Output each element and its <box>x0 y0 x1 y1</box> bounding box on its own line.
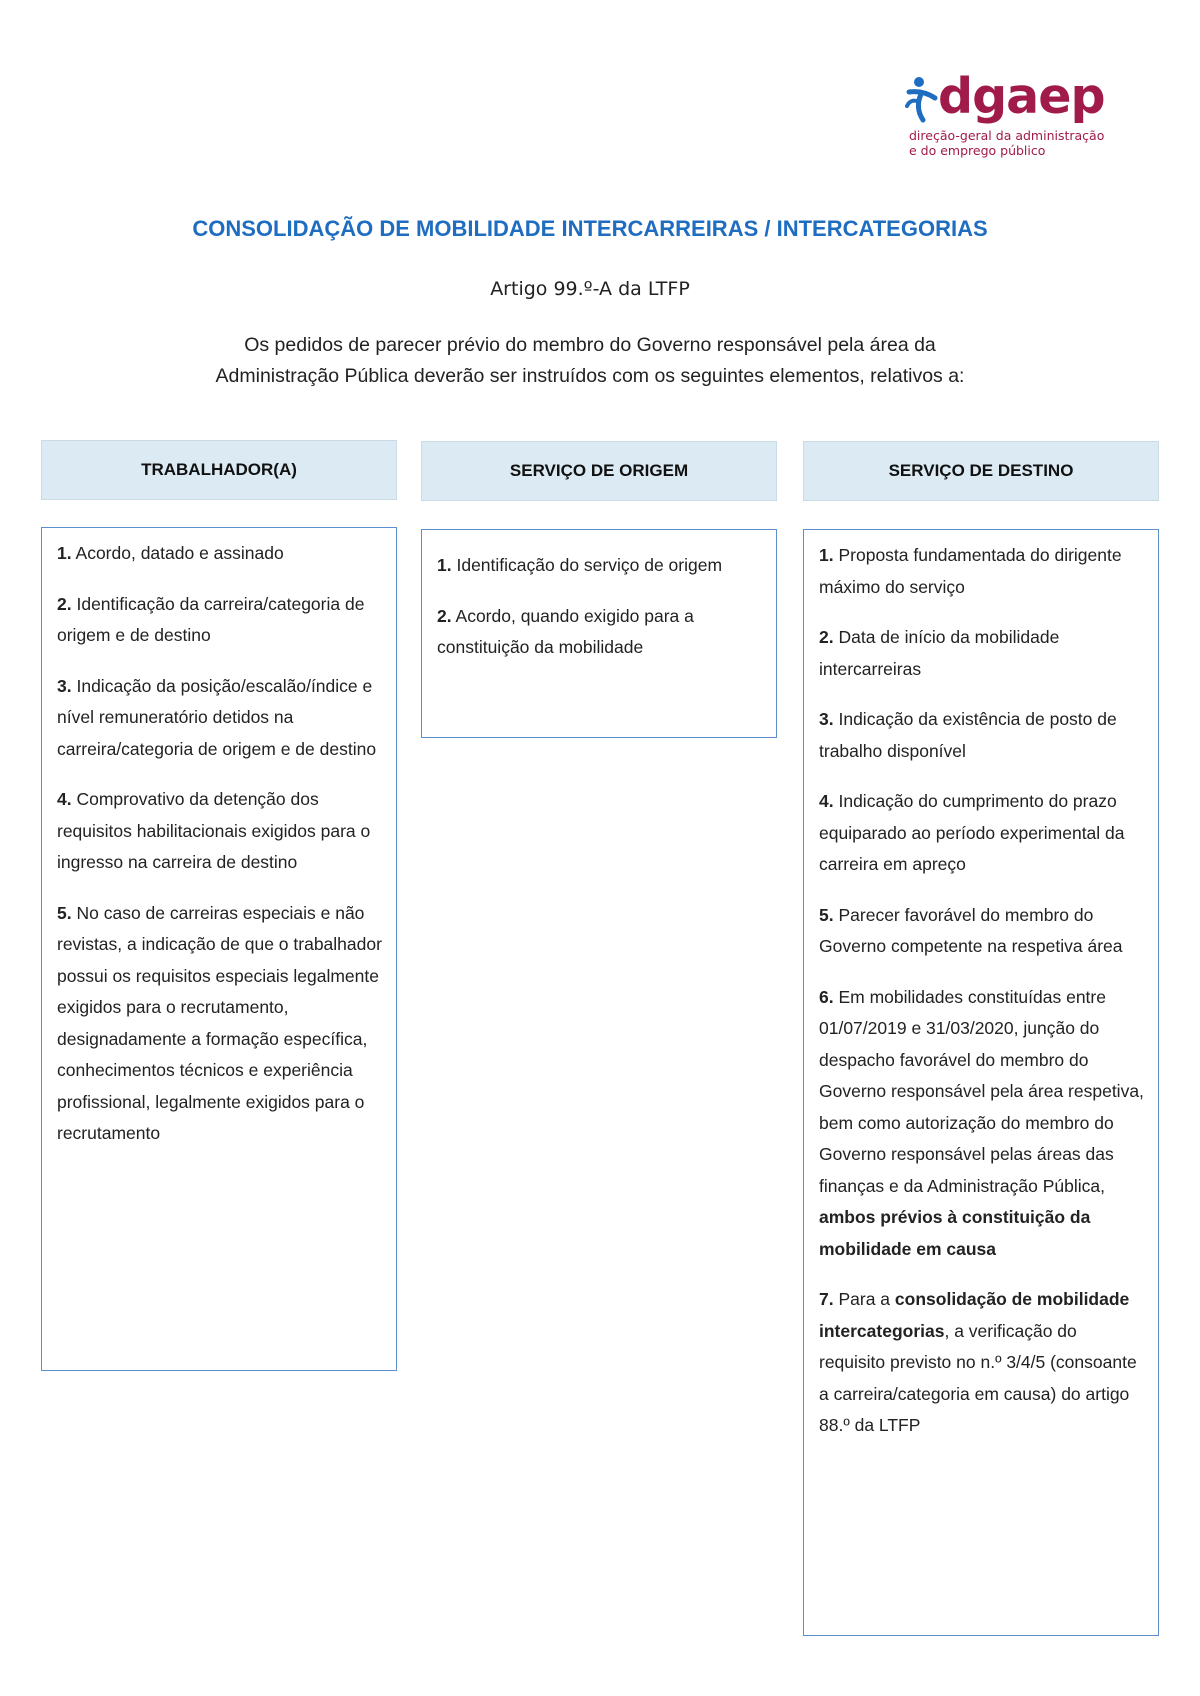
list-item: 3. Indicação da existência de posto de trabalho disponível <box>819 709 1117 761</box>
logo-tagline-line2: e do emprego público <box>909 143 1046 158</box>
logo-tagline <box>909 128 1129 158</box>
list-item: 3. Indicação da posição/escalão/índice e nível remuneratório detidos na carreira/categoria de origem e de destino <box>57 675 377 759</box>
logo-wordmark: dgaep <box>938 68 1105 125</box>
document-title: CONSOLIDAÇÃO DE MOBILIDADE INTERCARREIRAS / INTERCATEGORIAS <box>192 216 988 241</box>
list-item: 5. No caso de carreiras especiais e não revistas, a indicação de que o trabalhador possui os requisitos especiais legalmente exigidos para o recrutamento, designadamente a formação específica, conhecimentos técnicos e experiência profissional, legalmente exigidos para o recrutamento <box>57 902 382 1143</box>
document-subtitle: Artigo 99.º-A da LTFP <box>490 278 690 300</box>
column-header-trabalhador: TRABALHADOR(A) <box>41 440 397 500</box>
list-item: 2. Data de início da mobilidade intercarreiras <box>819 627 1060 679</box>
column-box-servico-origem <box>421 529 777 738</box>
list-item: 4. Indicação do cumprimento do prazo equiparado ao período experimental da carreira em apreço <box>819 791 1125 874</box>
list-item: 1. Proposta fundamentada do dirigente máximo do serviço <box>819 545 1122 597</box>
column-header-servico-destino: SERVIÇO DE DESTINO <box>803 441 1159 501</box>
list-item: 5. Parecer favorável do membro do Governo competente na respetiva área <box>819 904 1123 956</box>
column-box-trabalhador <box>41 527 397 1371</box>
dgaep-logo <box>905 68 1125 166</box>
list-item: 2. Identificação da carreira/categoria de origem e de destino <box>57 593 365 645</box>
list-item: 2. Acordo, quando exigido para a constituição da mobilidade <box>437 605 694 657</box>
intro-line-1: Os pedidos de parecer prévio do membro do Governo responsável pela área da <box>244 334 936 356</box>
column-header-servico-origem: SERVIÇO DE ORIGEM <box>421 441 777 501</box>
column-box-servico-destino <box>803 529 1159 1636</box>
list-item: 4. Comprovativo da detenção dos requisitos habilitacionais exigidos para o ingresso na carreira de destino <box>57 789 371 872</box>
document-intro <box>90 330 1090 392</box>
list-item: 1. Acordo, datado e assinado <box>57 543 284 563</box>
list-item: 1. Identificação do serviço de origem <box>437 555 723 575</box>
intro-line-2: Administração Pública deverão ser instruídos com os seguintes elementos, relativos a: <box>215 365 965 387</box>
logo-tagline-line1: direção-geral da administração <box>909 128 1105 143</box>
list-item: 6. Em mobilidades constituídas entre 01/07/2019 e 31/03/2020, junção do despacho favorável do membro do Governo responsável pela área respetiva, bem como autorização do membro do Governo responsável pelas áreas das finanças e da Administração Pública, ambos prévios à constituição da mobilidade em causa <box>819 986 1144 1259</box>
person-figure-icon <box>905 76 941 124</box>
list-item: 7. Para a consolidação de mobilidade intercategorias, a verificação do requisito previsto no n.º 3/4/5 (consoante a carreira/categoria em causa) do artigo 88.º da LTFP <box>819 1289 1137 1435</box>
